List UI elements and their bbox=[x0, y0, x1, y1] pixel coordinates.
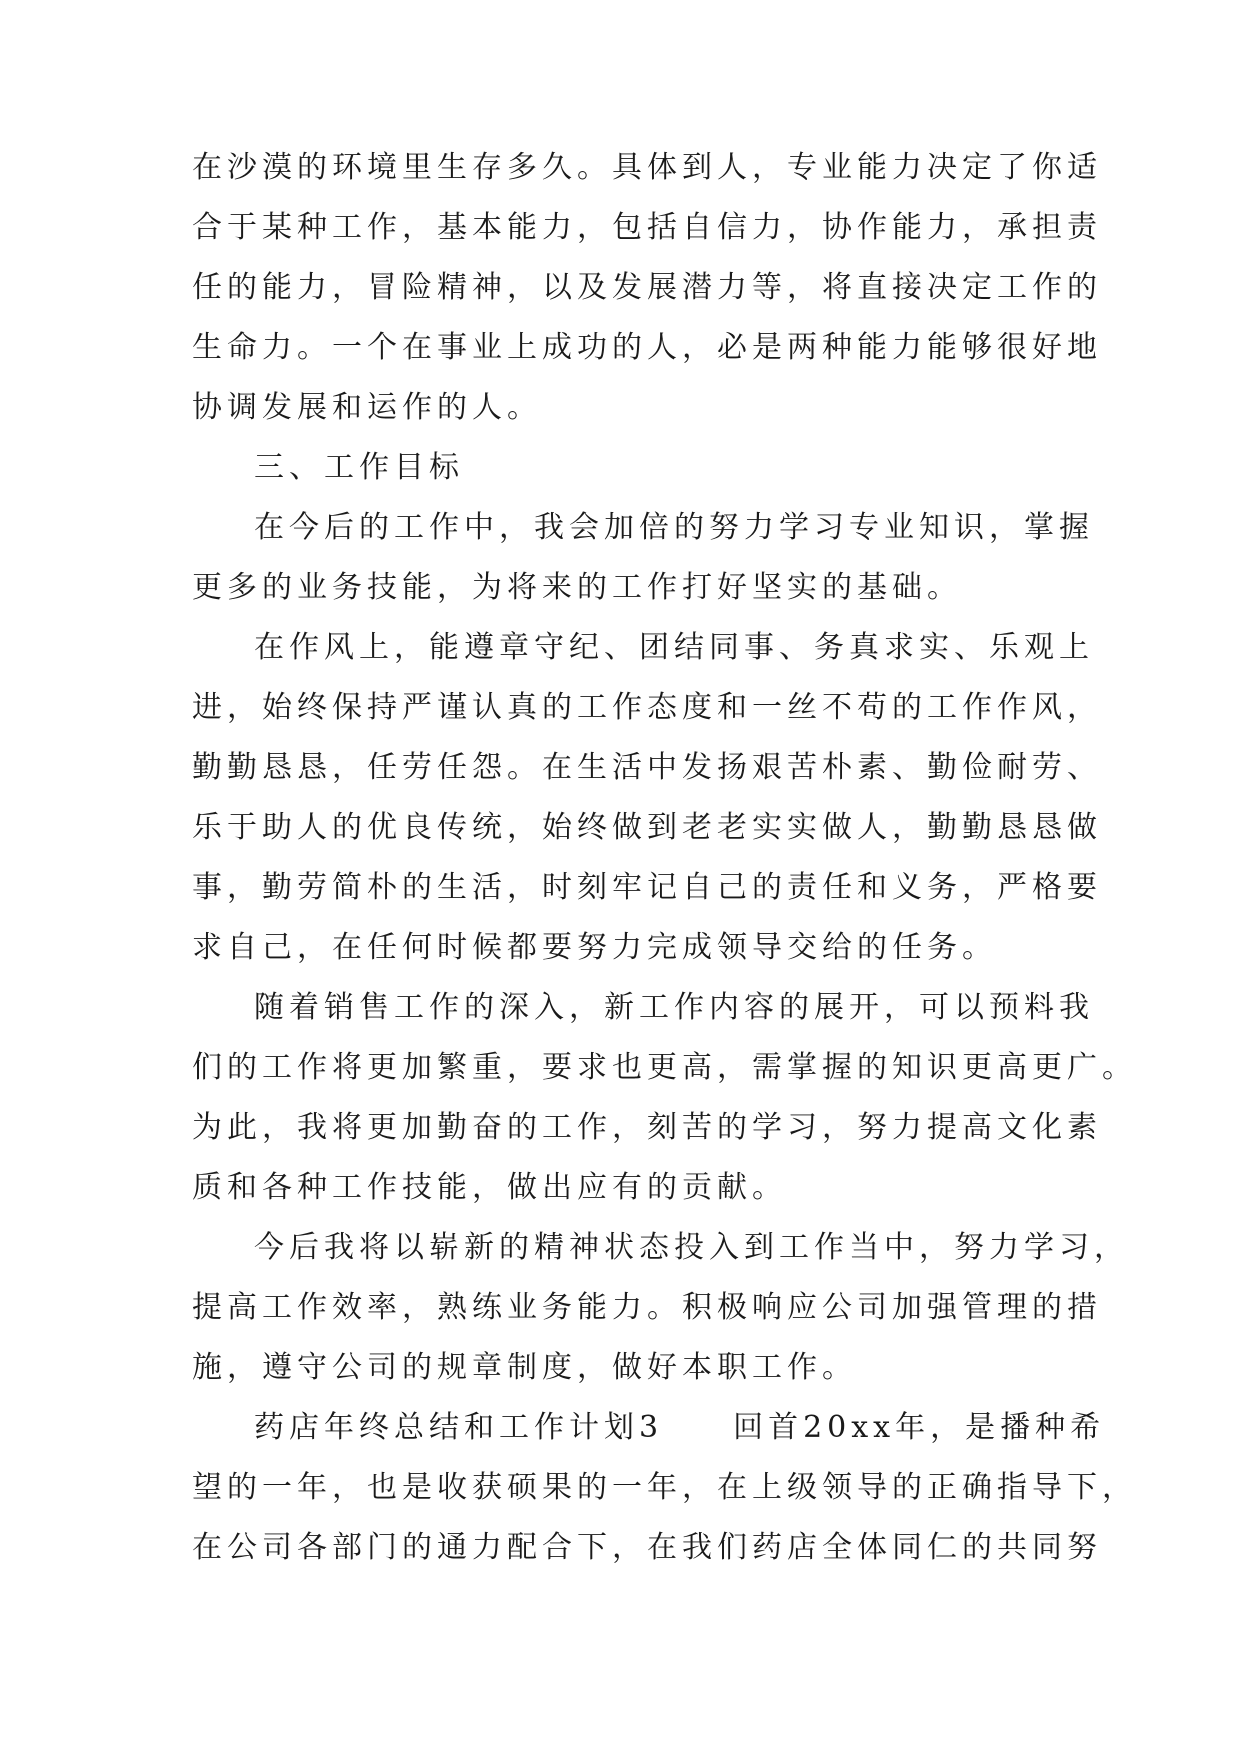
body-text-line: 生命力。一个在事业上成功的人，必是两种能力能够很好地 bbox=[192, 330, 1102, 365]
body-text-line: 在沙漠的环境里生存多久。具体到人，专业能力决定了你适 bbox=[192, 150, 1102, 185]
body-text-line: 今后我将以崭新的精神状态投入到工作当中，努力学习， bbox=[254, 1230, 1129, 1265]
body-text-line: 乐于助人的优良传统，始终做到老老实实做人，勤勤恳恳做 bbox=[192, 810, 1102, 845]
body-text-line: 在公司各部门的通力配合下，在我们药店全体同仁的共同努 bbox=[192, 1530, 1102, 1565]
body-text-line: 协调发展和运作的人。 bbox=[192, 390, 542, 425]
body-text-line: 合于某种工作，基本能力，包括自信力，协作能力，承担责 bbox=[192, 210, 1102, 245]
body-text-line: 们的工作将更加繁重，要求也更高，需掌握的知识更高更广。 bbox=[192, 1050, 1137, 1085]
section-heading: 三、工作目标 bbox=[254, 450, 464, 485]
body-text-line: 施，遵守公司的规章制度，做好本职工作。 bbox=[192, 1350, 857, 1385]
body-text-line: 药店年终总结和工作计划3 回首20xx年，是播种希 bbox=[254, 1410, 1106, 1445]
body-text-line: 随着销售工作的深入，新工作内容的展开，可以预料我 bbox=[254, 990, 1094, 1025]
body-text-line: 在作风上，能遵章守纪、团结同事、务真求实、乐观上 bbox=[254, 630, 1094, 665]
body-text-line: 为此，我将更加勤奋的工作，刻苦的学习，努力提高文化素 bbox=[192, 1110, 1102, 1145]
body-text-line: 任的能力，冒险精神，以及发展潜力等，将直接决定工作的 bbox=[192, 270, 1102, 305]
body-text-line: 事，勤劳简朴的生活，时刻牢记自己的责任和义务，严格要 bbox=[192, 870, 1102, 905]
body-text-line: 质和各种工作技能，做出应有的贡献。 bbox=[192, 1170, 787, 1205]
body-text-line: 求自己，在任何时候都要努力完成领导交给的任务。 bbox=[192, 930, 997, 965]
body-text-line: 勤勤恳恳，任劳任怨。在生活中发扬艰苦朴素、勤俭耐劳、 bbox=[192, 750, 1102, 785]
body-text-line: 更多的业务技能，为将来的工作打好坚实的基础。 bbox=[192, 570, 962, 605]
body-text-line: 望的一年，也是收获硕果的一年，在上级领导的正确指导下， bbox=[192, 1470, 1137, 1505]
body-text-line: 提高工作效率，熟练业务能力。积极响应公司加强管理的措 bbox=[192, 1290, 1102, 1325]
body-text-line: 进，始终保持严谨认真的工作态度和一丝不苟的工作作风， bbox=[192, 690, 1102, 725]
body-text-line: 在今后的工作中，我会加倍的努力学习专业知识，掌握 bbox=[254, 510, 1094, 545]
